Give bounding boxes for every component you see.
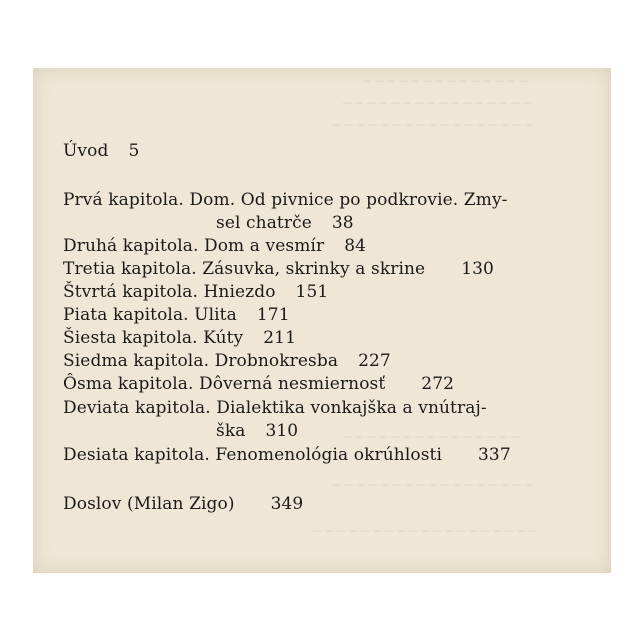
toc-entry-chapter-9 [63,398,487,418]
toc-entry-chapter-5 [63,305,290,325]
toc-entry-chapter-7 [63,351,391,371]
toc-entry-title-continued: sel chatrče [216,213,312,233]
toc-entry-title: Úvod [63,141,109,161]
toc-page-number: 130 [461,259,494,279]
toc-entry-title: Šiesta kapitola. Kúty [63,328,244,348]
toc-page-number: 38 [331,213,354,233]
toc-entry-title: Deviata kapitola. Dialektika vonkajška a vnútraj- [63,398,487,418]
toc-page-number: 171 [256,305,290,325]
show-through-text: – – – – – – – – – – – – – – – [343,428,519,445]
toc-entry-chapter-6 [63,328,296,348]
toc-page-number: 349 [270,494,304,514]
toc-entry-title: Doslov (Milan Zigo) [63,494,235,514]
toc-entry-title: Tretia kapitola. Zásuvka, skrinky a skrine [63,259,426,279]
toc-page-number: 5 [128,141,140,161]
toc-entry-chapter-3 [63,259,494,279]
show-through-text: – – – – – – – – – – – – – – – – – – – [313,522,537,539]
toc-page-number: 211 [263,328,297,348]
toc-page-number: 151 [295,282,329,302]
toc-page-number: 272 [421,374,455,394]
toc-entry-chapter-1-continued [216,213,354,233]
toc-entry-chapter-4 [63,282,328,302]
toc-entry-chapter-8 [63,374,454,394]
toc-page-number: 227 [358,351,391,371]
toc-page-number: 337 [478,445,511,465]
toc-page-number: 310 [265,421,299,441]
toc-entry-title: Piata kapitola. Ulita [63,305,237,325]
toc-entry-chapter-1 [63,190,508,210]
toc-entry-uvod [63,141,139,161]
toc-entry-title: Prvá kapitola. Dom. Od pivnice po podkrovie. Zmy- [63,190,508,210]
toc-entry-doslov [63,494,303,514]
toc-entry-chapter-9-continued [216,421,298,441]
show-through-text: – – – – – – – – – – – – – – – – – [333,476,533,493]
toc-page-number: 84 [344,236,367,256]
show-through-text: – – – – – – – – – – – – – – – – – [333,116,533,133]
show-through-text: – – – – – – – – – – – – – – [363,72,527,89]
toc-entry-title: Desiata kapitola. Fenomenológia okrúhlosti [63,445,442,465]
toc-entry-title: Štvrtá kapitola. Hniezdo [63,282,276,302]
toc-entry-title: Ôsma kapitola. Dôverná nesmiernosť [63,374,386,394]
show-through-text: – – – – – – – – – – – – – – – – [343,94,531,111]
toc-entry-chapter-10 [63,445,511,465]
book-page-photo [33,68,611,573]
toc-entry-title: Siedma kapitola. Drobnokresba [63,351,339,371]
toc-entry-title: Druhá kapitola. Dom a vesmír [63,236,325,256]
toc-entry-chapter-2 [63,236,366,256]
toc-entry-title-continued: ška [216,421,246,441]
